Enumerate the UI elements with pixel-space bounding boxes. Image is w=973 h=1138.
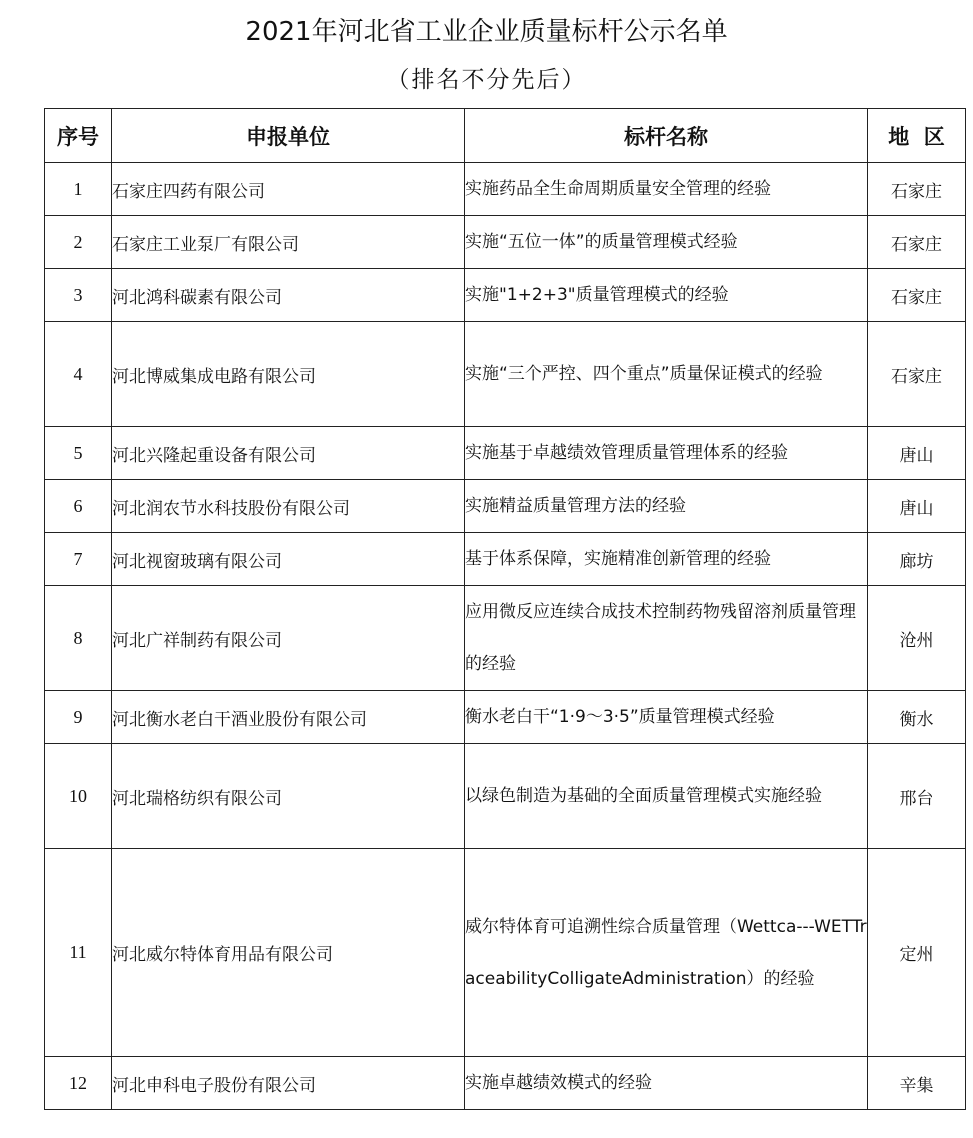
row-number: 12 <box>45 1057 112 1110</box>
header-benchmark: 标杆名称 <box>465 109 868 163</box>
table-row <box>45 269 966 322</box>
row-region: 唐山 <box>868 427 966 480</box>
row-region: 衡水 <box>868 691 966 744</box>
row-benchmark: 实施卓越绩效模式的经验 <box>465 1057 868 1110</box>
row-region: 沧州 <box>868 586 966 691</box>
page-subtitle: （排名不分先后） <box>386 67 587 93</box>
row-number: 3 <box>45 269 112 322</box>
row-unit: 石家庄四药有限公司 <box>112 163 465 216</box>
row-region: 辛集 <box>868 1057 966 1110</box>
row-number: 8 <box>45 586 112 691</box>
row-unit: 河北鸿科碳素有限公司 <box>112 269 465 322</box>
row-benchmark: 实施“三个严控、四个重点”质量保证模式的经验 <box>465 322 868 427</box>
row-region: 定州 <box>868 849 966 1057</box>
row-region: 邢台 <box>868 744 966 849</box>
row-unit: 河北博威集成电路有限公司 <box>112 322 465 427</box>
row-benchmark: 实施精益质量管理方法的经验 <box>465 480 868 533</box>
table-row <box>45 533 966 586</box>
table-row <box>45 691 966 744</box>
row-unit: 河北兴隆起重设备有限公司 <box>112 427 465 480</box>
row-region: 廊坊 <box>868 533 966 586</box>
row-unit: 河北威尔特体育用品有限公司 <box>112 849 465 1057</box>
row-number: 9 <box>45 691 112 744</box>
row-number: 5 <box>45 427 112 480</box>
row-benchmark: 以绿色制造为基础的全面质量管理模式实施经验 <box>465 744 868 849</box>
row-region: 石家庄 <box>868 269 966 322</box>
row-unit: 河北申科电子股份有限公司 <box>112 1057 465 1110</box>
header-region: 地 区 <box>868 109 966 163</box>
header-index: 序号 <box>45 109 112 163</box>
row-benchmark: 应用微反应连续合成技术控制药物残留溶剂质量管理的经验 <box>465 586 868 691</box>
row-number: 2 <box>45 216 112 269</box>
row-number: 11 <box>45 849 112 1057</box>
row-unit: 河北润农节水科技股份有限公司 <box>112 480 465 533</box>
table-row <box>45 427 966 480</box>
row-unit: 河北衡水老白干酒业股份有限公司 <box>112 691 465 744</box>
row-number: 10 <box>45 744 112 849</box>
row-region: 石家庄 <box>868 163 966 216</box>
row-benchmark: 实施"1+2+3"质量管理模式的经验 <box>465 269 868 322</box>
table-row <box>45 586 966 691</box>
row-unit: 河北广祥制药有限公司 <box>112 586 465 691</box>
table-row <box>45 744 966 849</box>
row-number: 1 <box>45 163 112 216</box>
table-header-row <box>45 109 966 163</box>
row-benchmark: 衡水老白干“1·9～3·5”质量管理模式经验 <box>465 691 868 744</box>
header-unit: 申报单位 <box>112 109 465 163</box>
row-benchmark: 实施药品全生命周期质量安全管理的经验 <box>465 163 868 216</box>
row-region: 唐山 <box>868 480 966 533</box>
table-row <box>45 163 966 216</box>
table-row <box>45 322 966 427</box>
page-title: 2021年河北省工业企业质量标杆公示名单 <box>245 17 728 47</box>
row-unit: 河北瑞格纺织有限公司 <box>112 744 465 849</box>
row-unit: 石家庄工业泵厂有限公司 <box>112 216 465 269</box>
benchmark-table <box>44 108 966 1110</box>
row-benchmark: 威尔特体育可追溯性综合质量管理（Wettca---WETTraceabilityColligateAdministration）的经验 <box>465 849 868 1057</box>
table-row <box>45 1057 966 1110</box>
table-row <box>45 849 966 1057</box>
table-row <box>45 480 966 533</box>
row-number: 4 <box>45 322 112 427</box>
row-region: 石家庄 <box>868 322 966 427</box>
row-benchmark: 基于体系保障，实施精准创新管理的经验 <box>465 533 868 586</box>
row-benchmark: 实施基于卓越绩效管理质量管理体系的经验 <box>465 427 868 480</box>
row-number: 6 <box>45 480 112 533</box>
row-number: 7 <box>45 533 112 586</box>
row-region: 石家庄 <box>868 216 966 269</box>
table-row <box>45 216 966 269</box>
row-benchmark: 实施“五位一体”的质量管理模式经验 <box>465 216 868 269</box>
row-unit: 河北视窗玻璃有限公司 <box>112 533 465 586</box>
